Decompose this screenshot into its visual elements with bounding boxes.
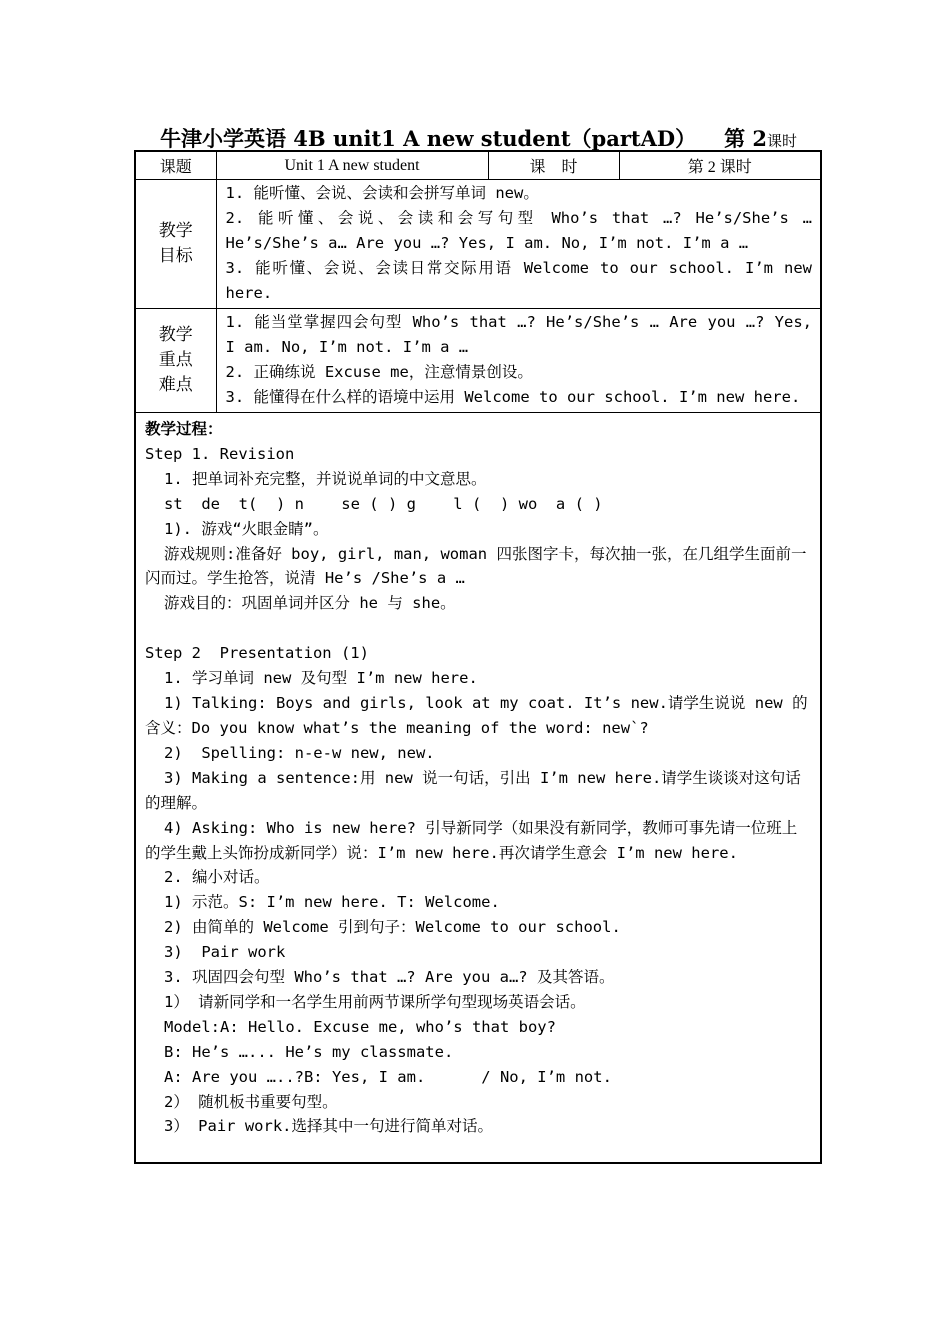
process-line: Model:A: Hello. Excuse me, who’s that boy? [164,1017,556,1036]
objective-line: 1. 能听懂、会说、会读和会拼写单词 new。 [225,184,539,202]
lesson-plan-table [134,150,822,1164]
process-line: 2. 编小对话。 [164,868,270,887]
objectives-row [135,180,821,309]
process-content [135,413,821,1164]
process-line: 2) 由简单的 Welcome 引到句子：Welcome to our school. [164,918,621,937]
process-line: 1. 学习单词 new 及句型 I’m new here. [164,669,478,688]
key-point-line: 2. 正确练说 Excuse me，注意情景创设。 [225,363,533,381]
process-line: Step 2 Presentation (1) [145,644,369,663]
objectives-content [216,180,821,309]
title-lesson [724,126,797,151]
process-line: 2） 随机板书重要句型。 [164,1092,338,1111]
process-line: 1） 请新同学和一名学生用前两节课所学句型现场英语会话。 [164,992,586,1011]
process-heading: 教学过程： [145,420,223,438]
key-points-row [135,309,821,413]
title-lesson-suffix: 课时 [767,132,798,150]
key-point-line: 1. 能当堂掌握四会句型 Who’s that …? He’s/She’s … Are you …? Yes, I am. No, I’m not. I’m a … [225,313,812,356]
objective-line: 3. 能听懂、会说、会读日常交际用语 Welcome to our school. I’m new here. [225,259,812,302]
process-line: Step 1. Revision [145,444,295,463]
key-point-line: 3. 能懂得在什么样的语境中运用 Welcome to our school. I’m new here. [225,388,801,406]
process-line: 1). 游戏“火眼金睛”。 [164,519,329,538]
process-line: 3） Pair work.选择其中一句进行简单对话。 [164,1117,493,1136]
objective-line: 2. 能听懂、会说、会读和会写句型 Who’s that …? He’s/She’s … He’s/She’s a… Are you …? Yes, I am. No, I’m not. I’m a … [225,209,812,252]
header-period-value: 第 2 课时 [619,151,821,180]
process-row [135,413,821,1164]
header-period-label: 课 时 [488,151,619,180]
process-line: 3. 巩固四会句型 Who’s that …? Are you a…? 及其答语。 [164,968,615,987]
process-line: 1) Talking: Boys and girls, look at my coat. It’s new.请学生说说 new 的含义：Do you know what’s the meaning of the word: new`? [145,694,808,737]
process-line: 3) Pair work [164,943,286,962]
process-line: B: He’s …... He’s my classmate. [164,1042,454,1061]
process-line: 1. 把单词补充完整，并说说单词的中文意思。 [164,469,487,488]
process-line: A: Are you …..?B: Yes, I am. / No, I’m not. [164,1067,612,1086]
process-line: st de t( ) n se ( ) g l ( ) wo a ( ) [164,494,603,513]
blank-line [145,616,812,641]
header-topic-label: 课题 [135,151,216,180]
header-topic-value: Unit 1 A new student [216,151,488,180]
process-line: 3) Making a sentence:用 new 说一句话，引出 I’m new here.请学生谈谈对这句话的理解。 [145,768,801,812]
process-line: 4) Asking: Who is new here? 引导新同学（如果没有新同学，教师可事先请一位班上的学生戴上头饰扮成新同学）说：I’m new here.再次请学生意会 I’m new here. [145,818,798,862]
title-lesson-prefix: 第 2 [724,126,768,151]
title-main: 牛津小学英语 4B unit1 A new student（partAD） [160,126,697,151]
objectives-label: 教学 目标 [135,180,216,309]
process-line: 游戏规则:准备好 boy, girl, man, woman 四张图字卡，每次抽一张，在几组学生面前一闪而过。学生抢答，说清 He’s /She’s a … [145,544,807,588]
process-line: 游戏目的：巩固单词并区分 he 与 she。 [164,594,456,613]
process-line: 2) Spelling: n-e-w new, new. [164,743,435,762]
key-points-label: 教学 重点 难点 [135,309,216,413]
key-points-content [216,309,821,413]
page-title [160,123,797,153]
process-line: 1) 示范。S: I’m new here. T: Welcome. [164,893,500,912]
header-row [135,151,821,180]
